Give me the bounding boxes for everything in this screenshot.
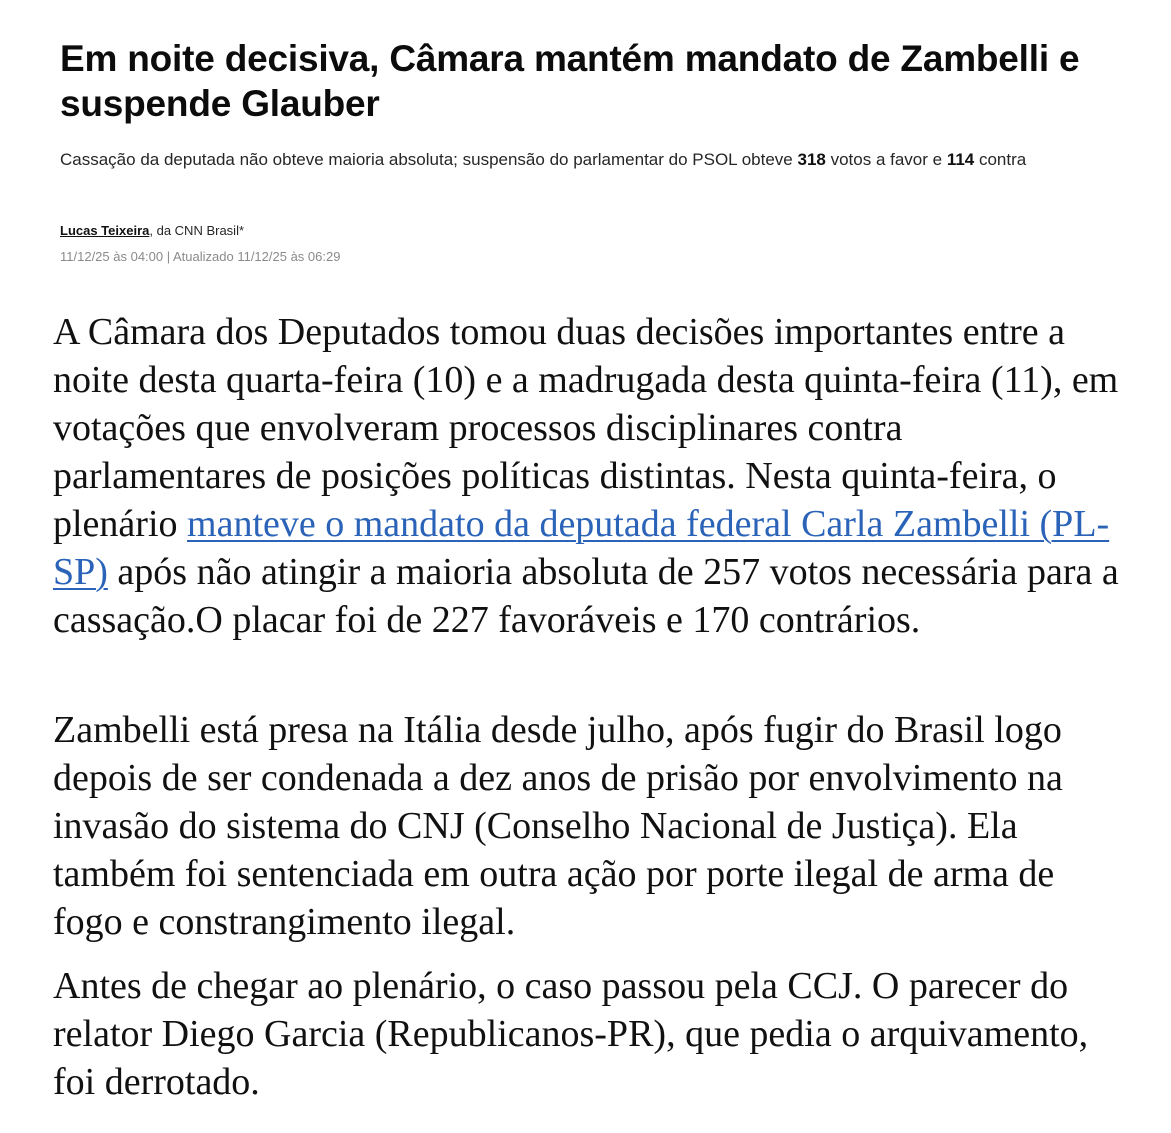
votes-for-count: 318 bbox=[797, 150, 826, 169]
byline-source: , da CNN Brasil* bbox=[149, 223, 245, 238]
publish-dateline: 11/12/25 às 04:00 | Atualizado 11/12/25 às 06:29 bbox=[60, 249, 341, 264]
article-paragraph-1 bbox=[53, 308, 1123, 644]
subhead-text-1: Cassação da deputada não obteve maioria absoluta; suspensão do parlamentar do PSOL obteve bbox=[60, 150, 798, 169]
subhead-text-3: contra bbox=[974, 150, 1027, 169]
votes-against-count: 114 bbox=[946, 150, 975, 169]
zambelli-mandate-link[interactable]: manteve o mandato da deputada federal Carla Zambelli (PL-SP) bbox=[53, 503, 1110, 593]
paragraph-1-text-before-link: A Câmara dos Deputados tomou duas decisões importantes entre a noite desta quarta-feira (10) e a madrugada desta quinta-feira (11), em votações que envolveram processos disciplinares contra parlamentares de posições políticas distintas. Nesta quinta-feira, o plenário bbox=[53, 311, 1119, 545]
paragraph-1-text-after-link: após não atingir a maioria absoluta de 257 votos necessária para a cassação.O placar foi de 227 favoráveis e 170 contrários. bbox=[53, 551, 1119, 641]
article-paragraph-3: Antes de chegar ao plenário, o caso passou pela CCJ. O parecer do relator Diego Garcia (Republicanos-PR), que pedia o arquivamento, foi derrotado. bbox=[53, 965, 1089, 1103]
byline bbox=[60, 222, 244, 240]
author-link[interactable]: Lucas Teixeira bbox=[60, 223, 150, 238]
article-subhead bbox=[60, 145, 1100, 175]
article-headline: Em noite decisiva, Câmara mantém mandato de Zambelli e suspende Glauber bbox=[60, 38, 1080, 124]
article-paragraph-2: Zambelli está presa na Itália desde julho, após fugir do Brasil logo depois de ser condenada a dez anos de prisão por envolvimento na invasão do sistema do CNJ (Conselho Nacional de Justiça). Ela também foi sentenciada em outra ação por porte ilegal de arma de fogo e constrangimento ilegal. bbox=[53, 709, 1063, 943]
subhead-text-2: votos a favor e bbox=[825, 150, 947, 169]
